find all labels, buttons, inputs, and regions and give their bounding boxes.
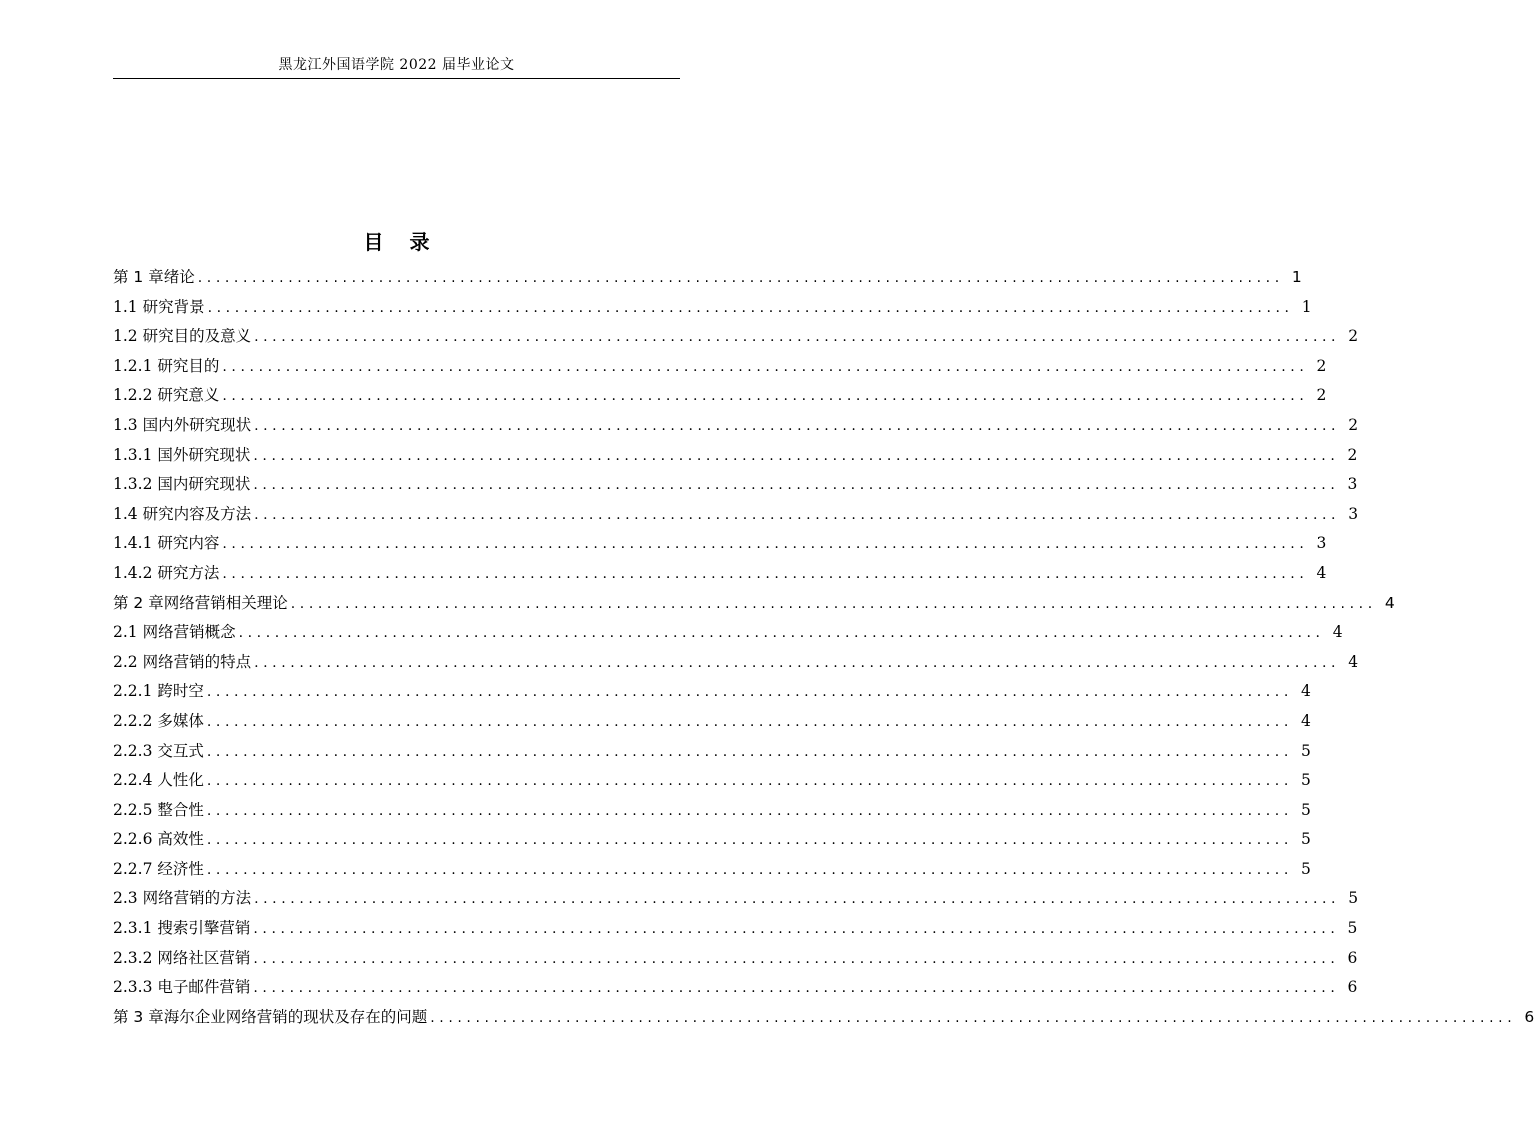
toc-entry-page: 2 — [1348, 327, 1359, 346]
toc-leader-dots: ........................................................................................................................ — [254, 891, 1341, 908]
toc-leader-dots: ........................................................................................................................ — [206, 684, 1293, 701]
toc-leader-dots: ........................................................................................................................ — [254, 506, 1341, 523]
toc-leader-dots: ........................................................................................................................ — [238, 625, 1325, 642]
toc-leader-dots: ........................................................................................................................ — [253, 980, 1340, 997]
toc-section-entry[interactable] — [113, 973, 1358, 1003]
toc-section-entry[interactable] — [113, 618, 1343, 648]
toc-entry-page: 3 — [1348, 504, 1359, 523]
toc-entry-page: 5 — [1301, 771, 1311, 790]
toc-entry-page: 2 — [1316, 356, 1327, 375]
toc-leader-dots: ........................................................................................................................ — [254, 654, 1341, 671]
toc-section-entry[interactable] — [113, 500, 1359, 530]
running-header: 黑龙江外国语学院 2022 届毕业论文 — [278, 57, 515, 73]
toc-entry-label: 第 1 章绪论 — [113, 268, 195, 286]
toc-entry-label: 2.2.4 人性化 — [113, 771, 204, 790]
toc-section-entry[interactable] — [113, 796, 1311, 826]
toc-entry-label: 2.2.5 整合性 — [113, 800, 204, 819]
toc-entry-label: 1.4.1 研究内容 — [113, 534, 220, 553]
toc-leader-dots: ........................................................................................................................ — [222, 358, 1309, 375]
toc-entry-page: 3 — [1316, 534, 1327, 553]
toc-section-entry[interactable] — [113, 529, 1327, 559]
toc-chapter-entry[interactable] — [113, 1003, 1534, 1033]
toc-entry-label: 2.3.1 搜索引擎营销 — [113, 919, 251, 938]
toc-entry-page: 2 — [1348, 415, 1359, 434]
toc-leader-dots: ........................................................................................................................ — [206, 713, 1293, 730]
toc-section-entry[interactable] — [113, 470, 1358, 500]
toc-leader-dots: ........................................................................................................................ — [206, 743, 1293, 760]
toc-entry-label: 第 2 章网络营销相关理论 — [113, 593, 288, 612]
toc-section-entry[interactable] — [113, 677, 1311, 707]
toc-entry-page: 4 — [1332, 623, 1343, 642]
toc-leader-dots: ........................................................................................................................ — [254, 329, 1341, 346]
toc-entry-page: 1 — [1291, 268, 1302, 286]
toc-leader-dots: ........................................................................................................................ — [253, 950, 1340, 967]
toc-chapter-entry[interactable] — [113, 263, 1302, 293]
toc-entry-label: 2.2.3 交互式 — [113, 741, 204, 760]
toc-leader-dots: ........................................................................................................................ — [222, 388, 1309, 405]
toc-entry-page: 5 — [1301, 800, 1311, 819]
toc-leader-dots: ........................................................................................................................ — [430, 1009, 1517, 1026]
toc-entry-page: 6 — [1347, 948, 1358, 967]
toc-entry-page: 1 — [1301, 297, 1312, 316]
toc-entry-label: 2.3.2 网络社区营销 — [113, 948, 251, 967]
toc-section-entry[interactable] — [113, 352, 1327, 382]
toc-section-entry[interactable] — [113, 411, 1359, 441]
toc-entry-page: 2 — [1347, 445, 1358, 464]
toc-leader-dots: ........................................................................................................................ — [206, 773, 1293, 790]
toc-section-entry[interactable] — [113, 707, 1311, 737]
toc-entry-label: 2.2.2 多媒体 — [113, 711, 204, 730]
toc-entry-label: 1.3 国内外研究现状 — [113, 415, 252, 434]
toc-leader-dots: ........................................................................................................................ — [207, 299, 1294, 316]
header-rule — [113, 78, 680, 79]
toc-entry-page: 2 — [1316, 386, 1327, 405]
toc-list — [113, 263, 1534, 1032]
toc-section-entry[interactable] — [113, 914, 1358, 944]
toc-leader-dots: ........................................................................................................................ — [222, 565, 1309, 582]
toc-entry-label: 2.1 网络营销概念 — [113, 623, 236, 642]
toc-section-entry[interactable] — [113, 766, 1311, 796]
toc-entry-label: 1.3.1 国外研究现状 — [113, 445, 251, 464]
toc-entry-label: 2.2.7 经济性 — [113, 859, 204, 878]
toc-leader-dots: ........................................................................................................................ — [253, 921, 1340, 938]
toc-section-entry[interactable] — [113, 322, 1359, 352]
toc-entry-label: 1.2.2 研究意义 — [113, 386, 220, 405]
toc-entry-page: 3 — [1347, 475, 1358, 494]
toc-leader-dots: ........................................................................................................................ — [206, 861, 1293, 878]
toc-entry-page: 4 — [1316, 563, 1327, 582]
toc-entry-page: 4 — [1301, 711, 1311, 730]
toc-section-entry[interactable] — [113, 381, 1327, 411]
toc-entry-label: 2.3.3 电子邮件营销 — [113, 978, 251, 997]
toc-leader-dots: ........................................................................................................................ — [290, 595, 1377, 612]
toc-entry-label: 1.4 研究内容及方法 — [113, 504, 252, 523]
toc-section-entry[interactable] — [113, 825, 1311, 855]
toc-entry-label: 1.3.2 国内研究现状 — [113, 475, 251, 494]
toc-section-entry[interactable] — [113, 441, 1358, 471]
toc-leader-dots: ........................................................................................................................ — [206, 832, 1293, 849]
toc-title-right: 录 — [409, 230, 430, 254]
toc-entry-label: 1.2.1 研究目的 — [113, 356, 220, 375]
toc-entry-page: 4 — [1301, 682, 1311, 701]
toc-entry-label: 2.3 网络营销的方法 — [113, 889, 252, 908]
toc-entry-page: 5 — [1348, 889, 1359, 908]
toc-entry-page: 5 — [1301, 741, 1311, 760]
toc-section-entry[interactable] — [113, 737, 1311, 767]
toc-leader-dots: ........................................................................................................................ — [197, 270, 1284, 286]
toc-entry-label: 2.2.6 高效性 — [113, 830, 204, 849]
toc-title — [113, 228, 680, 256]
toc-section-entry[interactable] — [113, 559, 1327, 589]
toc-entry-label: 1.2 研究目的及意义 — [113, 327, 252, 346]
toc-chapter-entry[interactable] — [113, 589, 1395, 619]
toc-section-entry[interactable] — [113, 293, 1312, 323]
toc-section-entry[interactable] — [113, 855, 1311, 885]
toc-leader-dots: ........................................................................................................................ — [222, 536, 1309, 553]
toc-entry-label: 2.2 网络营销的特点 — [113, 652, 252, 671]
toc-entry-page: 6 — [1524, 1007, 1534, 1026]
toc-section-entry[interactable] — [113, 944, 1358, 974]
toc-leader-dots: ........................................................................................................................ — [253, 447, 1340, 464]
toc-entry-label: 2.2.1 跨时空 — [113, 682, 204, 701]
toc-leader-dots: ........................................................................................................................ — [254, 417, 1341, 434]
toc-entry-page: 5 — [1347, 919, 1358, 938]
toc-entry-label: 1.1 研究背景 — [113, 297, 205, 316]
toc-entry-page: 5 — [1301, 859, 1311, 878]
toc-title-left: 目 — [363, 230, 384, 254]
toc-section-entry[interactable] — [113, 648, 1359, 678]
toc-entry-label: 第 3 章海尔企业网络营销的现状及存在的问题 — [113, 1007, 428, 1026]
toc-entry-page: 5 — [1301, 830, 1311, 849]
toc-entry-label: 1.4.2 研究方法 — [113, 563, 220, 582]
toc-leader-dots: ........................................................................................................................ — [253, 477, 1340, 494]
toc-leader-dots: ........................................................................................................................ — [206, 802, 1293, 819]
toc-entry-page: 4 — [1348, 652, 1359, 671]
toc-section-entry[interactable] — [113, 884, 1359, 914]
toc-entry-page: 6 — [1347, 978, 1358, 997]
toc-entry-page: 4 — [1384, 593, 1395, 612]
